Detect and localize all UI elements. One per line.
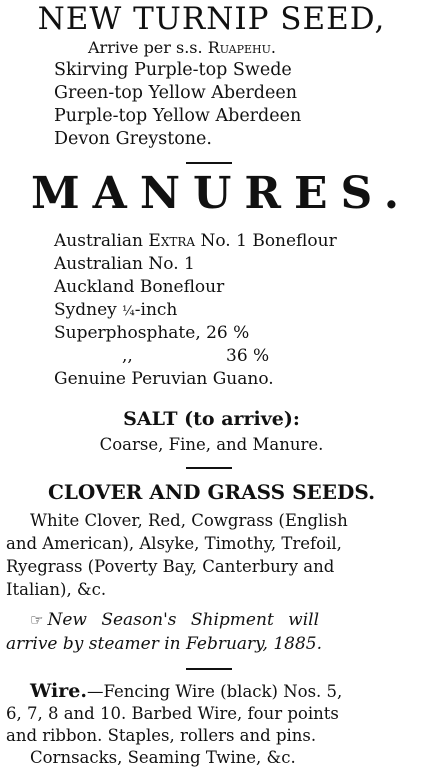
manure-item-text: -inch — [134, 300, 178, 320]
manure-item — [54, 302, 177, 319]
clover-text-line: White Clover, Red, Cowgrass (English — [30, 511, 348, 530]
turnip-item: Green-top Yellow Aberdeen — [54, 83, 297, 103]
pointing-hand-icon: ☞ — [30, 611, 44, 629]
manure-item: Australian No. 1 — [54, 254, 195, 274]
manure-extra-label: Extra — [148, 231, 196, 251]
clover-text-line: Ryegrass (Poverty Bay, Canterbury and — [6, 557, 335, 576]
turnip-item: Devon Greystone. — [54, 129, 212, 149]
clover-text-line: and American), Alsyke, Timothy, Trefoil, — [6, 534, 342, 553]
turnip-heading: NEW TURNIP SEED, — [37, 1, 386, 37]
wire-label: Wire. — [30, 680, 87, 702]
manure-item-text: Sydney — [54, 300, 123, 320]
turnip-item: Purple-top Yellow Aberdeen — [54, 106, 302, 126]
salt-description: Coarse, Fine, and Manure. — [99, 435, 324, 454]
manure-item-text: Australian — [54, 231, 149, 251]
section-divider — [186, 668, 232, 670]
manure-item: Superphosphate, 26 % — [54, 323, 250, 343]
turnip-arrival-line — [88, 40, 276, 56]
wire-text: —Fencing Wire (black) Nos. 5, — [86, 682, 343, 701]
manures-heading: MANURES. — [30, 168, 413, 219]
manure-item-text: No. 1 Boneflour — [195, 231, 337, 251]
ship-name: Ruapehu. — [207, 38, 276, 57]
manure-item: Auckland Boneflour — [54, 277, 225, 297]
wire-line2: 6, 7, 8 and 10. Barbed Wire, four points — [6, 704, 339, 723]
clover-heading: CLOVER AND GRASS SEEDS. — [47, 480, 376, 504]
shipment-notice-line1 — [30, 612, 319, 629]
section-divider — [186, 162, 232, 164]
manure-item: Genuine Peruvian Guano. — [54, 369, 274, 389]
wire-line1 — [30, 682, 342, 701]
manure-item — [54, 233, 337, 250]
wire-line3: and ribbon. Staples, rollers and pins. — [6, 726, 317, 745]
section-divider — [186, 467, 232, 469]
shipment-notice-line2: arrive by steamer in February, 1885. — [6, 634, 323, 654]
arrive-prefix: Arrive per s.s. — [88, 38, 208, 57]
fraction-quarter: ¼ — [122, 304, 135, 319]
wire-line4: Cornsacks, Seaming Twine, &c. — [30, 748, 296, 767]
shipment-text: New Season's Shipment will — [47, 610, 320, 630]
manure-item-ditto: ,, — [122, 346, 133, 366]
clover-text-line: Italian), &c. — [6, 580, 107, 599]
manure-item: 36 % — [226, 346, 270, 366]
turnip-item: Skirving Purple-top Swede — [54, 60, 292, 80]
salt-heading: SALT (to arrive): — [123, 408, 300, 430]
